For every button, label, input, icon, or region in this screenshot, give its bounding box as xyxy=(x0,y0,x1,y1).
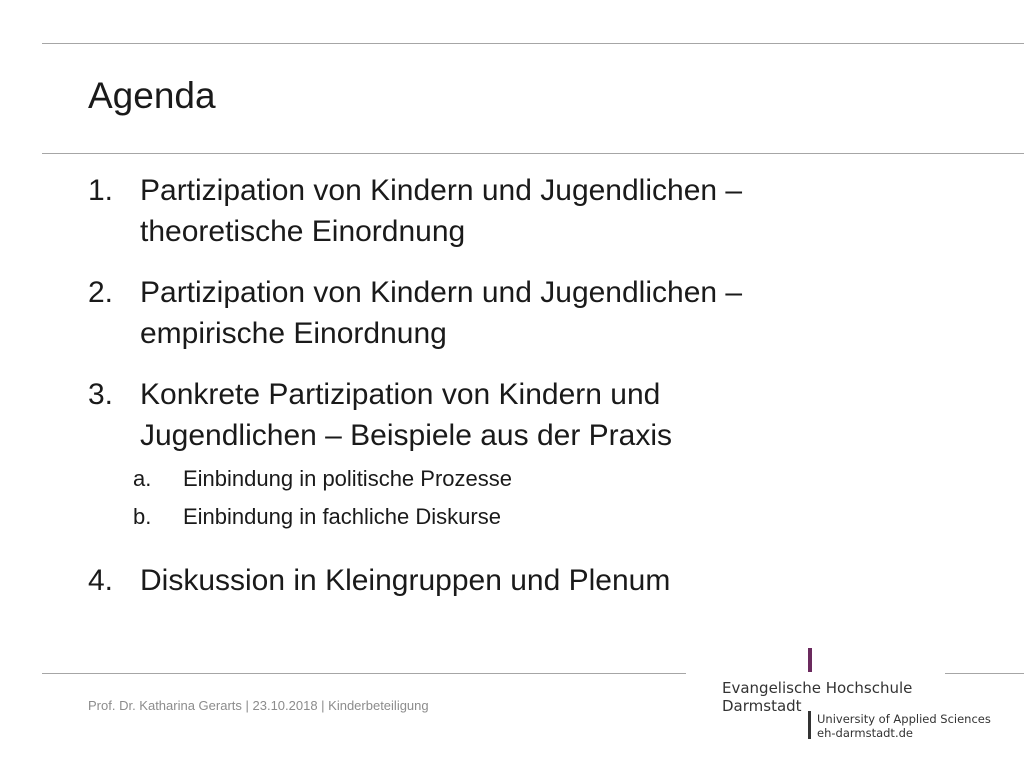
logo-line-2: Darmstadt xyxy=(722,697,802,715)
agenda-item-1 xyxy=(88,170,988,252)
subitem-letter: a. xyxy=(133,466,152,491)
university-logo xyxy=(722,648,1012,748)
agenda-item-2 xyxy=(88,272,988,354)
agenda-item-3 xyxy=(88,374,988,456)
top-rule xyxy=(42,43,1024,44)
subitem-text: Einbindung in politische Prozesse xyxy=(183,466,512,491)
agenda-item-line: Konkrete Partizipation von Kindern und xyxy=(140,378,661,411)
title-rule xyxy=(42,153,1024,154)
logo-line-1: Evangelische Hochschule xyxy=(722,679,913,697)
agenda-subitem-a xyxy=(88,464,988,494)
logo-tagline xyxy=(817,712,991,740)
agenda-item-line: Partizipation von Kindern und Jugendlichen – xyxy=(140,174,743,207)
footer-rule-left xyxy=(42,673,686,674)
subitem-letter: b. xyxy=(133,504,152,529)
agenda-item-line: theoretische Einordnung xyxy=(140,215,466,248)
agenda-item-number: 3. xyxy=(88,378,114,411)
agenda-item-number: 4. xyxy=(88,564,114,597)
agenda-item-number: 2. xyxy=(88,276,114,309)
logo-line-4: eh-darmstadt.de xyxy=(817,726,913,740)
agenda-item-number: 1. xyxy=(88,174,114,207)
agenda-item-line: Partizipation von Kindern und Jugendlichen – xyxy=(140,276,743,309)
agenda-item-4 xyxy=(88,560,988,601)
agenda-list xyxy=(88,170,988,621)
logo-line-3: University of Applied Sciences xyxy=(817,712,991,726)
slide-title: Agenda xyxy=(88,75,216,116)
footer-text: Prof. Dr. Katharina Gerarts | 23.10.2018 | Kinderbeteiligung xyxy=(88,698,429,713)
logo-divider-bar xyxy=(808,711,811,739)
agenda-item-line: Jugendlichen – Beispiele aus der Praxis xyxy=(140,419,672,452)
agenda-item-line: Diskussion in Kleingruppen und Plenum xyxy=(140,564,671,597)
agenda-subitem-b xyxy=(88,502,988,532)
logo-name xyxy=(722,679,912,715)
agenda-item-line: empirische Einordnung xyxy=(140,317,447,350)
logo-accent-bar xyxy=(808,648,812,672)
subitem-text: Einbindung in fachliche Diskurse xyxy=(183,504,501,529)
